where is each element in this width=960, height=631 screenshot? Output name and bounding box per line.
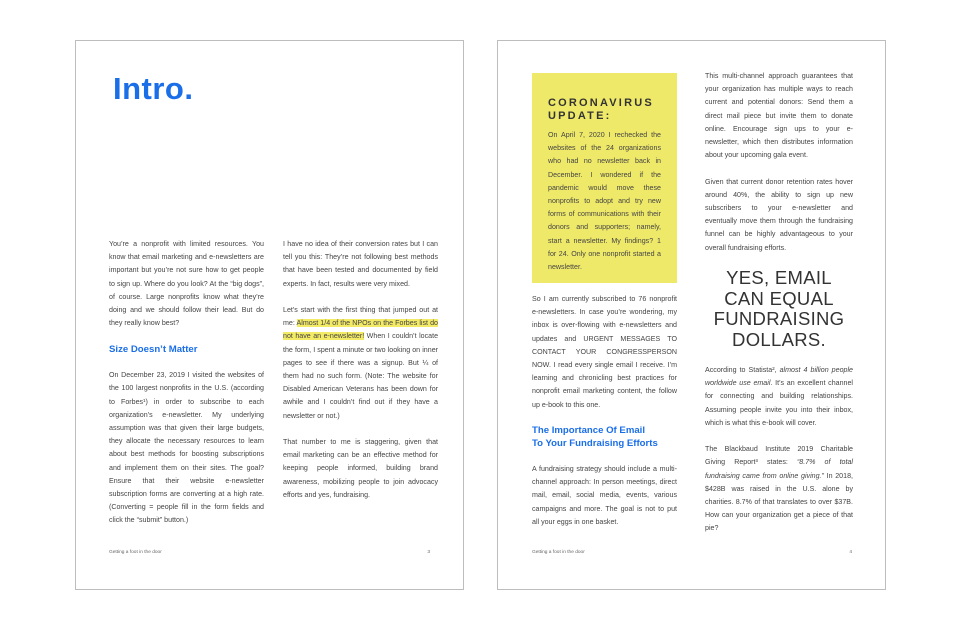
paragraph: Given that current donor retention rates hover around 40%, the ability to sign up new subscribers to your e-newsletter and eventually move them through the fundraising funnel can be highly advantageous to your overall fundraising efforts. (705, 177, 853, 252)
paragraph (705, 443, 853, 535)
paragraph (705, 364, 853, 430)
page-number: 3 (427, 550, 430, 555)
document-page-3 (75, 40, 464, 590)
paragraph: On December 23, 2019 I visited the websites of the 100 largest nonprofits in the U.S. (according to Forbes¹) in order to subscribe to each organization’s e-newsletter. My underlying assumption was that given their large budgets, they allocate the necessary resources to learn about best methods for boosting subscriptions and implement them on their sites. The goal? Ensure that their website e-newsletter subscription forms are converting at a high rate. (Converting = people fill in the form fields and click the “submit” button.) (109, 371, 264, 525)
paragraph: That number to me is staggering, given that email marketing can be an effective method for keeping people informed, building brand awareness, mobilizing people to join advocacy efforts and yes, fundraising. (283, 438, 438, 499)
page4-right-column (705, 70, 853, 536)
page4-left-column (532, 293, 677, 529)
page-footer: Getting a foot in the door (532, 550, 585, 555)
paragraph-text: Let’s start with the first thing that jumped out at me: (283, 306, 438, 328)
callout-title-line: UPDATE: (548, 110, 612, 122)
emphasized-text: “8.7% of total fundraising came from online giving.” (705, 458, 853, 480)
paragraph: This multi-channel approach guarantees that your organization has multiple ways to reach current and potential donors: Send them a direct mail piece but invite them to donate online. Encourage sign ups to your e-newsletter, which then distributes information about your upcoming gala event. (705, 72, 853, 160)
callout-title-line: CORONAVIRUS (548, 97, 654, 109)
pull-quote (705, 268, 853, 350)
paragraph: A fundraising strategy should include a multi-channel approach: In person meetings, direct mail, email, social media, events, various campaigns and more. The goal is not to put all your eggs in one basket. (532, 465, 677, 526)
section-heading (532, 425, 677, 450)
callout-title (548, 97, 661, 123)
section-heading-line: The Importance Of Email (532, 425, 646, 437)
highlighted-text: Almost 1/4 of the NPOs on the Forbes list do not have an e-newsletter! (283, 319, 438, 341)
pull-quote-line: FUNDRAISING (713, 308, 845, 330)
paragraph: You’re a nonprofit with limited resources. You know that email marketing and e-newsletters are important but you’re not sure how to get people to sign up. Where do you look? At the “big dogs”, of course. Large nonprofits know what they’re doing and we should follow their lead. But do they really know best? (109, 240, 264, 328)
section-heading: Size Doesn’t Matter (109, 343, 198, 355)
paragraph: I have no idea of their conversion rates but I can tell you this: They’re not following best methods that have been tested and documented by field experts. In fact, results were very mixed. (283, 240, 438, 288)
section-heading-line: To Your Fundraising Efforts (532, 437, 658, 449)
page-title: Intro. (113, 71, 194, 106)
page3-left-column (109, 238, 264, 528)
pull-quote-line: YES, EMAIL (726, 267, 832, 289)
pull-quote-line: CAN EQUAL (724, 287, 834, 309)
emphasized-text: almost 4 billion people worldwide use email (705, 366, 853, 388)
paragraph (283, 304, 438, 423)
paragraph-text: . It’s an excellent channel for connecting and building relationships. Assuming people invite you into their inbox, which is what this e-book will cover. (705, 379, 853, 427)
page-footer: Getting a foot in the door (109, 550, 162, 555)
paragraph-text: In 2018, $428B was raised in the U.S. alone by charities. 8.7% of that translates to over $37B. How can your organization get a piece of that pie? (705, 471, 853, 533)
page-number: 4 (849, 550, 852, 555)
paragraph-text: According to Statista², (705, 366, 780, 375)
callout-body: On April 7, 2020 I rechecked the websites of the 24 organizations who had no newsletter back in December. I wondered if the pandemic would move these nonprofits to adopt and try new forms of communications with their donors and supporters; namely, start a newsletter. My findings? 1 for 24. Only one nonprofit started a newsletter. (548, 131, 661, 272)
page3-right-column (283, 238, 438, 502)
paragraph-text: The Blackbaud Institute 2019 Charitable Giving Report³ states: (705, 445, 853, 467)
coronavirus-update-box (532, 73, 677, 283)
pull-quote-line: DOLLARS. (732, 328, 826, 350)
paragraph-text: When I couldn’t locate the form, I spent a minute or two looking on inner pages to see if there was a signup. But ¼ of them had no such form. (Note: The website for Disabled American Veterans has been down for awhile and I couldn’t find out if they have a newsletter or not.) (283, 332, 439, 420)
paragraph: So I am currently subscribed to 76 nonprofit e-newsletters. In case you’re wondering, my inbox is over-flowing with e-newsletters and updates and URGENT MESSAGES TO CONTACT YOUR CONGRESSPERSON NOW. I read every single email I receive. I’m learning and chronicling best practices for nonprofit email marketing content, the follow up e-book to this one. (532, 295, 677, 409)
document-page-4 (497, 40, 886, 590)
